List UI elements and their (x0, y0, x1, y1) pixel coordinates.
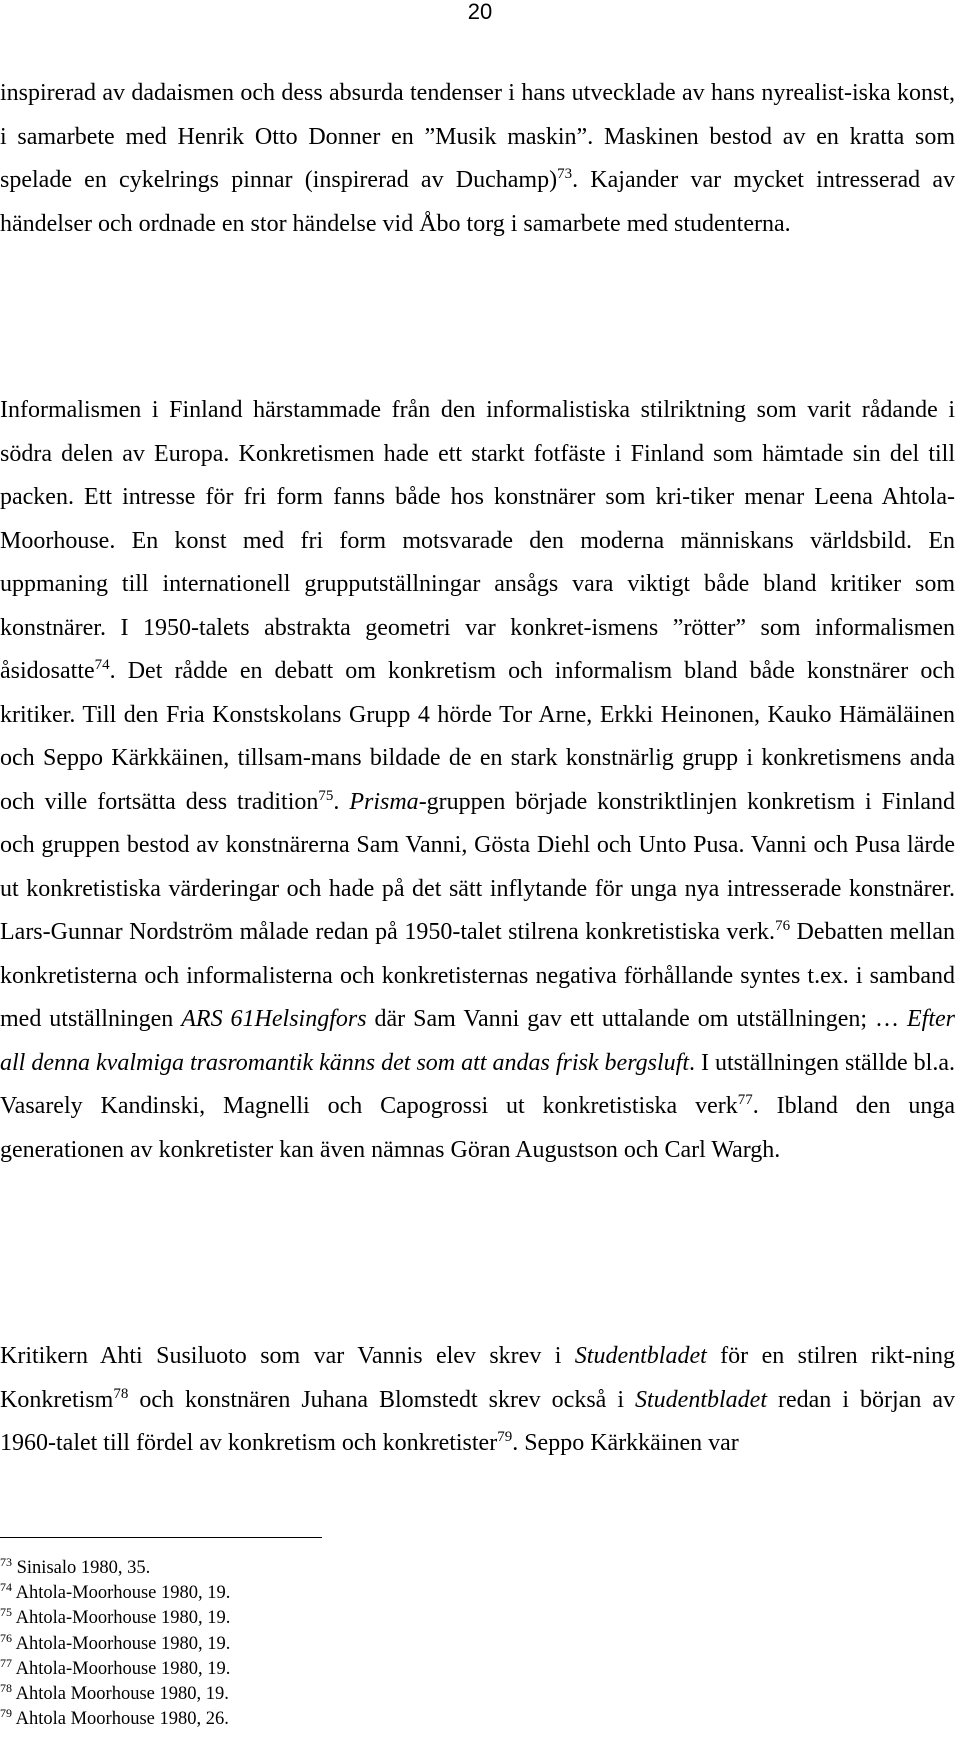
footnote-number: 74 (0, 1580, 12, 1595)
footnote-number: 75 (0, 1605, 12, 1620)
italic-text: Prisma (349, 788, 419, 815)
text-run: . Seppo Kärkkäinen var (512, 1430, 739, 1456)
footnote-text: Ahtola Moorhouse 1980, 19. (15, 1684, 229, 1705)
text-run: och konstnären Juhana Blomstedt skrev också i (128, 1386, 636, 1413)
italic-text: ARS 61Helsingfors (181, 1006, 367, 1032)
text-run: . Kajander var mycket intresserad av händelser och ordnade en stor händelse vid Åbo torg i samarbete med studenterna. (0, 167, 956, 237)
footnote-number: 77 (0, 1655, 12, 1670)
footnote-text: Ahtola-Moorhouse 1980, 19. (15, 1583, 231, 1604)
footnote (0, 1632, 700, 1657)
footnote-ref: 79 (497, 1429, 513, 1445)
footnote-separator (0, 1537, 322, 1538)
footnote-text: Ahtola-Moorhouse 1980, 19. (15, 1633, 231, 1654)
footnote (0, 1707, 700, 1732)
text-run: för en stilren rikt-ning Konkretism (0, 1343, 955, 1413)
footnote-text: Ahtola Moorhouse 1980, 26. (15, 1709, 229, 1730)
text-run: . (333, 788, 350, 815)
footnote (0, 1556, 700, 1581)
footnote-ref: 73 (557, 166, 573, 182)
footnote-ref: 78 (113, 1385, 129, 1402)
text-run: inspirerad av dadaismen och dess absurda tendenser i hans utvecklade av hans nyrealist-iska konst, i samarbete med Henrik Otto Donner en ”Musik maskin”. Maskinen bestod av en kratta som spelade en cykelrings pinnar (inspirerad av Duchamp) (0, 80, 955, 193)
footnote-ref: 76 (775, 918, 791, 934)
text-run: Kritikern Ahti Susiluoto som var Vannis elev skrev i (0, 1343, 575, 1369)
text-run: redan i början av 1960-talet till fördel av konkretism och konkretister (0, 1386, 955, 1456)
footnote-text: Sinisalo 1980, 35. (16, 1558, 151, 1578)
text-run: . Det rådde en debatt om konkretism och informalism bland både konstnärer och kritiker. Till den Fria Konstskolans Grupp 4 hörde Tor Arne, Erkki Heinonen, Kauko Hämäläinen och Seppo Kärkkäinen, tillsam-mans bildade de en stark konstnärlig grupp i konkretismens anda och ville fortsätta dess tradition (0, 658, 955, 815)
footnote (0, 1682, 700, 1707)
footnote (0, 1657, 700, 1682)
italic-text: Efter all denna kvalmiga trasromantik känns det som att andas frisk bergsluft (0, 1006, 956, 1076)
footnote-number: 76 (0, 1630, 12, 1645)
body-paragraph-2 (0, 389, 955, 1172)
footnote-text: Ahtola-Moorhouse 1980, 19. (15, 1658, 231, 1679)
italic-text: Studentbladet (574, 1343, 707, 1369)
footnote-number: 73 (0, 1554, 12, 1569)
body-paragraph-1 (0, 72, 955, 246)
italic-text: Studentbladet (635, 1386, 767, 1413)
footnote-text: Ahtola-Moorhouse 1980, 19. (15, 1608, 231, 1629)
text-run: . I utställningen ställde bl.a. Vasarely Kandinski, Magnelli och Capogrossi ut konkretistiska verk (0, 1049, 955, 1119)
page-number: 20 (467, 0, 493, 24)
footnote-list (0, 1556, 700, 1732)
body-paragraph-3 (0, 1335, 955, 1466)
text-run: . Ibland den unga generationen av konkretister kan även nämnas Göran Augustson och Carl Wargh. (0, 1093, 955, 1163)
footnote-ref: 75 (318, 787, 334, 804)
footnote-ref: 77 (737, 1092, 753, 1108)
text-run: där Sam Vanni gav ett uttalande om utställningen; … (366, 1006, 908, 1032)
footnote-number: 79 (0, 1706, 12, 1721)
text-run: Informalismen i Finland härstammade från den informalistiska stilriktning som varit rådande i södra delen av Europa. Konkretismen hade ett starkt fotfäste i Finland som hämtade sin del till packen. Ett intresse för fri form fanns både hos konstnärer som kri-tiker menar Leena Ahtola-Moorhouse. En konst med fri form motsvarade den moderna människans världsbild. En uppmaning till internationell grupputställningar ansågs vara viktigt både bland kritiker som konstnärer. I 1950-talets abstrakta geometri var konkret-ismens ”rötter” som informalismen åsidosatte (0, 397, 955, 684)
footnote-ref: 74 (94, 657, 110, 673)
footnote (0, 1581, 700, 1606)
text-run: -gruppen började konstriktlinjen konkretism i Finland och gruppen bestod av konstnärerna Sam Vanni, Gösta Diehl och Unto Pusa. Vanni och Pusa lärde ut konkretistiska värderingar och hade på det sätt inflytande för unga nya intresserade konstnärer. Lars-Gunnar Nordström målade redan på 1950-talet stilrena konkretistiska verk. (0, 788, 956, 945)
text-run: Debatten mellan konkretisterna och informalisterna och konkretisternas negativa förhållande syntes t.ex. i samband med utställningen (0, 919, 955, 1032)
footnote (0, 1606, 700, 1631)
footnote-number: 78 (0, 1680, 12, 1695)
